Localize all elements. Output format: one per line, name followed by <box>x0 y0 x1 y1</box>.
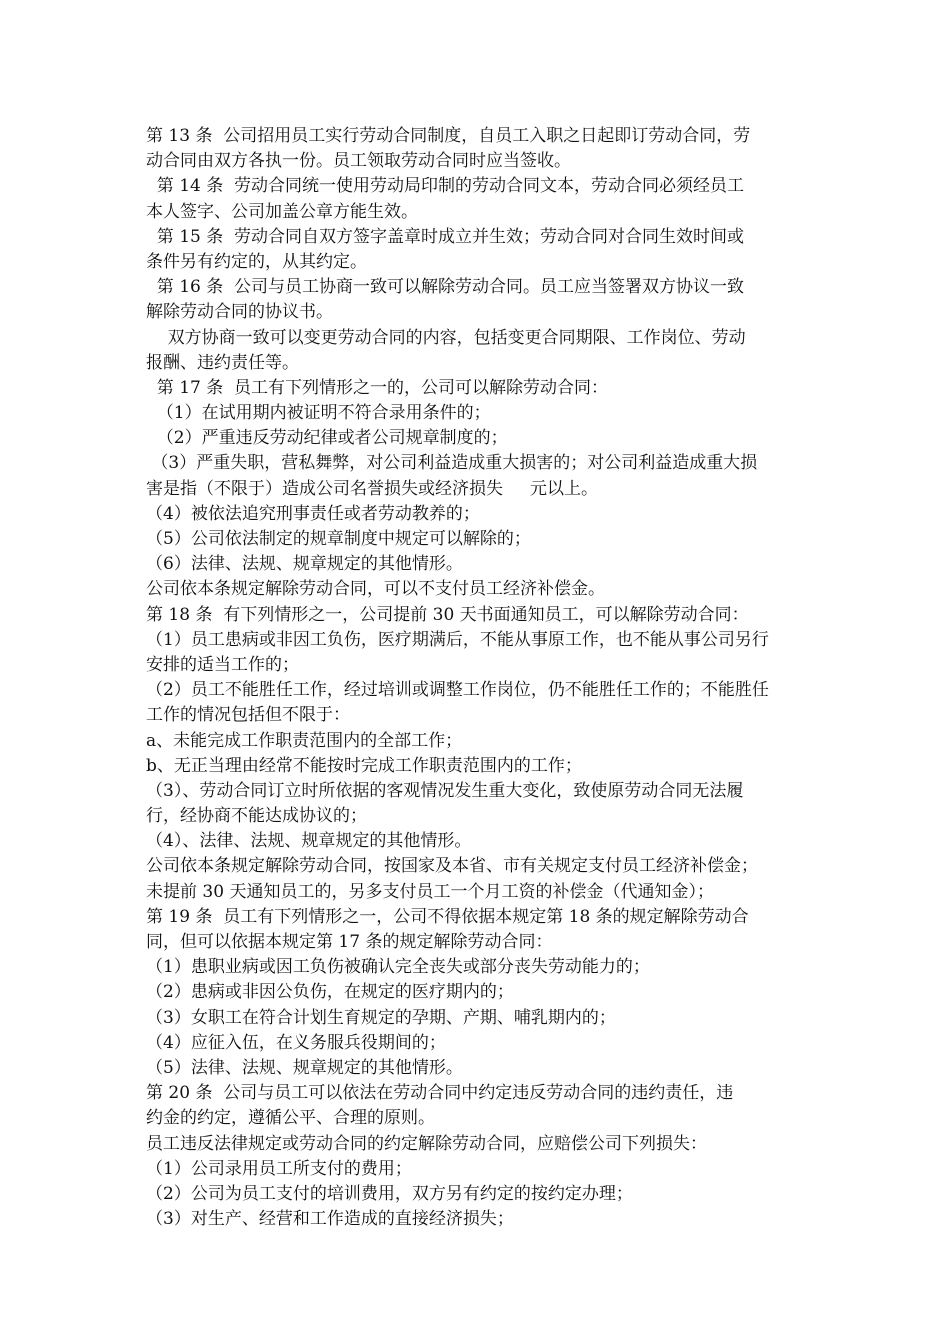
document-line: 约金的约定，遵循公平、合理的原则。 <box>146 1108 435 1129</box>
document-line: a、未能完成工作职责范围内的全部工作； <box>146 730 463 751</box>
document-line: （5）法律、法规、规章规定的其他情形。 <box>146 1057 463 1078</box>
document-line: （2）员工不能胜任工作，经过培训或调整工作岗位，仍不能胜任工作的；不能胜任 <box>146 680 769 701</box>
document-line: 第 16 条 公司与员工协商一致可以解除劳动合同。员工应当签署双方协议一致 <box>146 277 745 298</box>
document-line: （2）严重违反劳动纪律或者公司规章制度的； <box>146 428 508 449</box>
document-line: （6）法律、法规、规章规定的其他情形。 <box>146 554 463 575</box>
document-line: 动合同由双方各执一份。员工领取劳动合同时应当签收。 <box>146 151 571 172</box>
document-line: 本人签字、公司加盖公章方能生效。 <box>146 201 418 222</box>
document-line: （1）员工患病或非因工负伤，医疗期满后，不能从事原工作，也不能从事公司另行 <box>146 629 769 650</box>
document-body <box>146 124 816 1232</box>
document-line: （4）应征入伍，在义务服兵役期间的； <box>146 1032 446 1053</box>
document-line: 第 15 条 劳动合同自双方签字盖章时成立并生效；劳动合同对合同生效时间或 <box>146 226 745 247</box>
document-line: （3）严重失职，营私舞弊，对公司利益造成重大损害的；对公司利益造成重大损 <box>146 453 758 474</box>
document-line: 未提前 30 天通知员工的，另多支付员工一个月工资的补偿金（代通知金）； <box>146 881 714 902</box>
document-line: 报酬、违约责任等。 <box>146 352 299 373</box>
document-line: 第 14 条 劳动合同统一使用劳动局印制的劳动合同文本，劳动合同必须经员工 <box>146 176 745 197</box>
document-line: 员工违反法律规定或劳动合同的约定解除劳动合同，应赔偿公司下列损失： <box>146 1133 707 1154</box>
document-line: 同，但可以依据本规定第 17 条的规定解除劳动合同： <box>146 932 553 952</box>
document-line: （3）、劳动合同订立时所依据的客观情况发生重大变化，致使原劳动合同无法履 <box>146 780 744 801</box>
document-line: 第 13 条 公司招用员工实行劳动合同制度，自员工入职之日起即订劳动合同，劳 <box>146 126 751 146</box>
document-line: b、无正当理由经常不能按时完成工作职责范围内的工作； <box>146 755 582 776</box>
document-line: （1）公司录用员工所支付的费用； <box>146 1158 412 1179</box>
document-line: 条件另有约定的，从其约定。 <box>146 251 367 272</box>
document-line: 双方协商一致可以变更劳动合同的内容，包括变更合同期限、工作岗位、劳动 <box>146 327 746 348</box>
document-line: 第 20 条 公司与员工可以依法在劳动合同中约定违反劳动合同的违约责任，违 <box>146 1083 734 1104</box>
document-line: （3）女职工在符合计划生育规定的孕期、产期、哺乳期内的； <box>146 1007 616 1028</box>
document-line: （1）在试用期内被证明不符合录用条件的； <box>146 403 491 424</box>
document-line: （1）患职业病或因工负伤被确认完全丧失或部分丧失劳动能力的； <box>146 957 650 978</box>
document-line: （5）公司依法制定的规章制度中规定可以解除的； <box>146 529 531 549</box>
document-line: （3）对生产、经营和工作造成的直接经济损失； <box>146 1209 514 1230</box>
document-line: 行，经协商不能达成协议的； <box>146 806 367 827</box>
document-line: （2）患病或非因公负伤，在规定的医疗期内的； <box>146 982 514 1003</box>
document-line: 害是指（不限于）造成公司名誉损失或经济损失 元以上。 <box>146 478 599 499</box>
document-line: 第 17 条 员工有下列情形之一的，公司可以解除劳动合同： <box>146 377 609 398</box>
document-line: 安排的适当工作的； <box>146 654 299 675</box>
document-line: 解除劳动合同的协议书。 <box>146 302 333 323</box>
document-line: 第 19 条 员工有下列情形之一，公司不得依据本规定第 18 条的规定解除劳动合 <box>146 906 749 927</box>
document-line: （2）公司为员工支付的培训费用，双方另有约定的按约定办理； <box>146 1183 633 1204</box>
document-line: （4）、法律、法规、规章规定的其他情形。 <box>146 831 472 852</box>
document-line: 公司依本条规定解除劳动合同，可以不支付员工经济补偿金。 <box>146 579 605 600</box>
document-line: 第 18 条 有下列情形之一，公司提前 30 天书面通知员工，可以解除劳动合同： <box>146 604 749 625</box>
document-line: 工作的情况包括但不限于： <box>146 705 350 726</box>
document-line: 公司依本条规定解除劳动合同，按国家及本省、市有关规定支付员工经济补偿金； <box>146 856 758 877</box>
document-line: （4）被依法追究刑事责任或者劳动教养的； <box>146 503 480 524</box>
